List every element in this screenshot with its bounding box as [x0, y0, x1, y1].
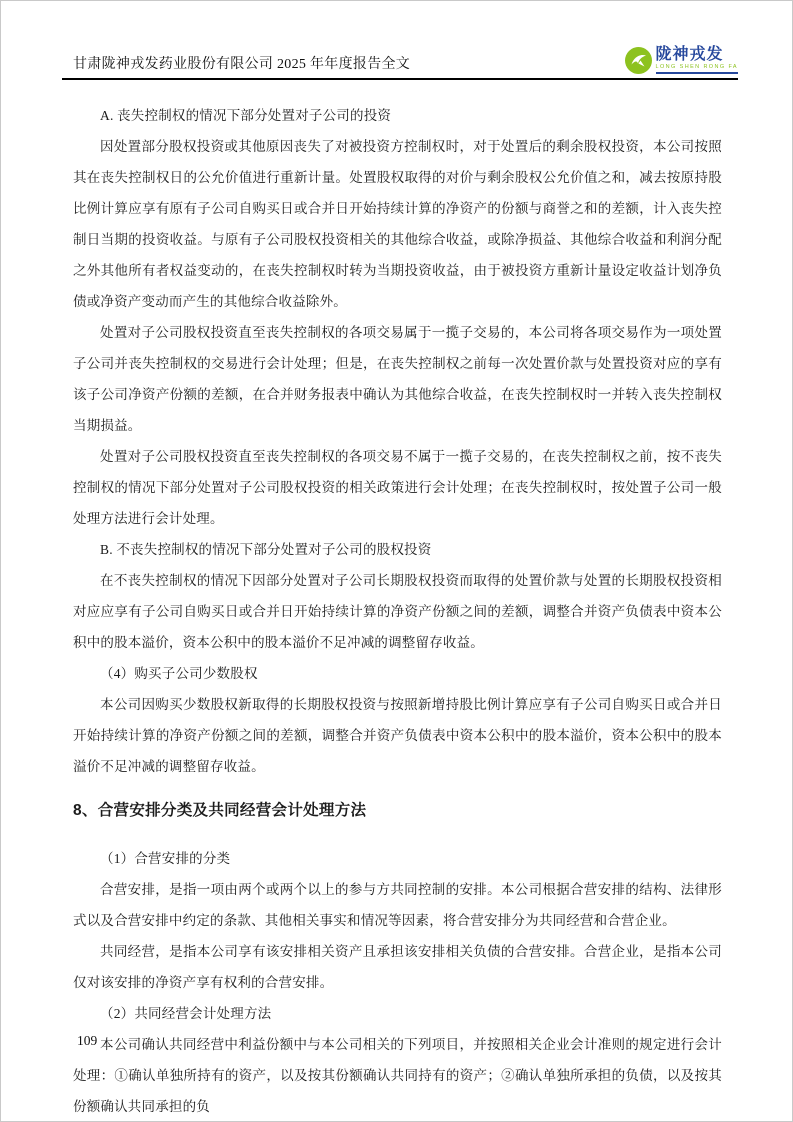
paragraph: 因处置部分股权投资或其他原因丧失了对被投资方控制权时，对于处置后的剩余股权投资，本公司按照其在丧失控制权日的公允价值进行重新计量。处置股权取得的对价与剩余股权公允价值之和，减去按原持股比例计算应享有原有子公司自购买日或合并日开始持续计算的净资产的份额与商誉之和的差额，计入丧失控制日当期的投资收益。与原有子公司股权投资相关的其他综合收益，或除净损益、其他综合收益和利润分配之外其他所有者权益变动的，在丧失控制权时转为当期投资收益，由于被投资方重新计量设定收益计划净负债或净资产变动而产生的其他综合收益除外。 — [73, 139, 722, 309]
logo-company-name-latin: LONG SHEN RONG FA — [656, 65, 738, 74]
paragraph: 处置对子公司股权投资直至丧失控制权的各项交易属于一揽子交易的，本公司将各项交易作为一项处置子公司并丧失控制权的交易进行会计处理；但是，在丧失控制权之前每一次处置价款与处置投资对应的享有该子公司净资产份额的差额，在合并财务报表中确认为其他综合收益，在丧失控制权时一并转入丧失控制权当期损益。 — [73, 325, 722, 433]
document-body — [73, 100, 722, 1122]
header-divider — [62, 78, 738, 80]
paragraph: 合营安排，是指一项由两个或两个以上的参与方共同控制的安排。本公司根据合营安排的结构、法律形式以及合营安排中约定的条款、其他相关事实和情况等因素，将合营安排分为共同经营和合营企业。 — [73, 882, 722, 928]
logo-company-name: 陇神戎发 — [655, 46, 724, 64]
paragraph: 共同经营，是指本公司享有该安排相关资产且承担该安排相关负债的合营安排。合营企业，是指本公司仅对该安排的净资产享有权利的合营安排。 — [73, 944, 722, 990]
page-header — [62, 41, 738, 75]
section-heading-8: 8、合营安排分类及共同经营会计处理方法 — [73, 802, 367, 819]
sub-heading-4: （4）购买子公司少数股权 — [100, 666, 258, 681]
sub-heading-1: （1）合营安排的分类 — [100, 851, 231, 866]
report-title: 甘肃陇神戎发药业股份有限公司 2025 年年度报告全文 — [73, 57, 411, 72]
sub-heading-b: B. 不丧失控制权的情况下部分处置对子公司的股权投资 — [100, 542, 432, 557]
paragraph: 处置对子公司股权投资直至丧失控制权的各项交易不属于一揽子交易的，在丧失控制权之前，按不丧失控制权的情况下部分处置对子公司股权投资的相关政策进行会计处理；在丧失控制权时，按处置子公司一般处理方法进行会计处理。 — [73, 449, 722, 526]
paragraph: 在不丧失控制权的情况下因部分处置对子公司长期股权投资而取得的处置价款与处置的长期股权投资相对应应享有子公司自购买日或合并日开始持续计算的净资产份额之间的差额，调整合并资产负债表中资本公积中的股本溢价，资本公积中的股本溢价不足冲减的调整留存收益。 — [73, 573, 722, 650]
logo-text-block — [656, 47, 738, 74]
company-logo — [625, 47, 738, 75]
logo-circle-icon — [625, 47, 652, 74]
sub-heading-a: A. 丧失控制权的情况下部分处置对子公司的投资 — [100, 108, 392, 123]
paragraph: 本公司确认共同经营中利益份额中与本公司相关的下列项目，并按照相关企业会计准则的规定进行会计处理：①确认单独所持有的资产，以及按其份额确认共同持有的资产；②确认单独所承担的负债，以及按其份额确认共同承担的负 — [73, 1037, 722, 1114]
paragraph: 本公司因购买少数股权新取得的长期股权投资与按照新增持股比例计算应享有子公司自购买日或合并日开始持续计算的净资产份额之间的差额，调整合并资产负债表中资本公积中的股本溢价，资本公积中的股本溢价不足冲减的调整留存收益。 — [73, 697, 722, 774]
sub-heading-2: （2）共同经营会计处理方法 — [100, 1006, 272, 1021]
page-number: 109 — [77, 1033, 98, 1048]
